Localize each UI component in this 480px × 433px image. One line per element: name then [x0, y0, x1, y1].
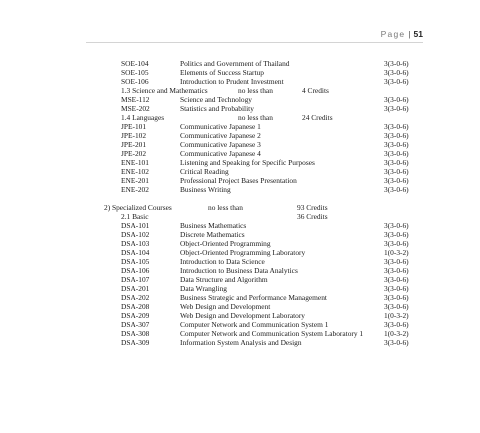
course-code: DSA-103 — [121, 239, 150, 248]
course-credit: 3(3-0-6) — [384, 149, 409, 158]
course-credit: 3(3-0-6) — [384, 284, 409, 293]
course-credit: 3(3-0-6) — [384, 176, 409, 185]
group-label: 1.3 Science and Mathematics — [121, 86, 208, 95]
course-code: DSA-308 — [121, 329, 150, 338]
course-credit: 3(3-0-6) — [384, 59, 409, 68]
course-code: DSA-309 — [121, 338, 150, 347]
course-credit: 1(0-3-2) — [384, 329, 409, 338]
group-label: 2) Specialized Courses — [104, 203, 172, 212]
course-credit: 3(3-0-6) — [384, 221, 409, 230]
course-title: Listening and Speaking for Specific Purposes — [180, 158, 315, 167]
course-credit: 3(3-0-6) — [384, 275, 409, 284]
course-title: Business Mathematics — [180, 221, 247, 230]
course-title: Web Design and Development Laboratory — [180, 311, 306, 320]
course-code: DSA-105 — [121, 257, 150, 266]
course-title: Web Design and Development — [180, 302, 271, 311]
course-credit: 3(3-0-6) — [384, 140, 409, 149]
course-credit: 3(3-0-6) — [384, 167, 409, 176]
course-code: JPE-102 — [121, 131, 147, 140]
course-credit: 1(0-3-2) — [384, 311, 409, 320]
course-title: Communicative Japanese 2 — [180, 131, 261, 140]
course-title: Statistics and Probability — [180, 104, 254, 113]
course-title: Object-Oriented Programming Laboratory — [180, 248, 306, 257]
course-code: DSA-201 — [121, 284, 150, 293]
course-credit: 3(3-0-6) — [384, 158, 409, 167]
course-code: DSA-101 — [121, 221, 150, 230]
course-title: Computer Network and Communication System 1 — [180, 320, 329, 329]
course-credit: 3(3-0-6) — [384, 266, 409, 275]
course-credit: 3(3-0-6) — [384, 122, 409, 131]
course-code: DSA-208 — [121, 302, 150, 311]
course-title: Business Strategic and Performance Management — [180, 293, 327, 302]
course-credit: 3(3-0-6) — [384, 230, 409, 239]
course-code: SOE-104 — [121, 59, 149, 68]
course-code: MSE-202 — [121, 104, 150, 113]
course-code: DSA-104 — [121, 248, 150, 257]
course-credit: 3(3-0-6) — [384, 95, 409, 104]
course-credit: 3(3-0-6) — [384, 320, 409, 329]
course-credit: 3(3-0-6) — [384, 239, 409, 248]
course-code: ENE-101 — [121, 158, 149, 167]
course-title: Introduction to Prudent Investment — [180, 77, 284, 86]
course-credit: 3(3-0-6) — [384, 68, 409, 77]
credit-total: 4 Credits — [302, 86, 329, 95]
course-title: Elements of Success Startup — [180, 68, 264, 77]
no-less-than-text: no less than — [238, 86, 273, 95]
page-number: 51 — [413, 29, 423, 39]
no-less-than-text: no less than — [238, 113, 273, 122]
course-title: Data Wrangling — [180, 284, 227, 293]
course-credit: 3(3-0-6) — [384, 77, 409, 86]
course-code: ENE-202 — [121, 185, 149, 194]
course-title: Critical Reading — [180, 167, 229, 176]
credit-total: 36 Credits — [297, 212, 328, 221]
course-title: Introduction to Business Data Analytics — [180, 266, 298, 275]
course-title: Politics and Government of Thailand — [180, 59, 290, 68]
course-code: SOE-106 — [121, 77, 149, 86]
course-credit: 3(3-0-6) — [384, 302, 409, 311]
group-label: 1.4 Languages — [121, 113, 165, 122]
course-credit: 3(3-0-6) — [384, 257, 409, 266]
course-title: Object-Oriented Programming — [180, 239, 271, 248]
course-code: DSA-209 — [121, 311, 150, 320]
course-code: ENE-201 — [121, 176, 149, 185]
course-code: JPE-201 — [121, 140, 147, 149]
course-credit: 3(3-0-6) — [384, 131, 409, 140]
credit-total: 24 Credits — [302, 113, 333, 122]
page-separator: | — [408, 29, 411, 39]
course-code: DSA-202 — [121, 293, 150, 302]
course-title: Communicative Japanese 1 — [180, 122, 261, 131]
course-title: Business Writing — [180, 185, 231, 194]
course-title: Communicative Japanese 3 — [180, 140, 261, 149]
no-less-than-text: no less than — [208, 203, 243, 212]
course-credit: 3(3-0-6) — [384, 338, 409, 347]
course-title: Communicative Japanese 4 — [180, 149, 261, 158]
course-code: MSE-112 — [121, 95, 150, 104]
course-title: Computer Network and Communication System Laboratory 1 — [180, 329, 364, 338]
course-code: JPE-101 — [121, 122, 147, 131]
group-label: 2.1 Basic — [121, 212, 149, 221]
course-title: Professional Project Bases Presentation — [180, 176, 297, 185]
course-title: Science and Technology — [180, 95, 252, 104]
course-code: ENE-102 — [121, 167, 149, 176]
course-code: DSA-102 — [121, 230, 150, 239]
course-title: Data Structure and Algorithm — [180, 275, 268, 284]
page-word: Page — [380, 29, 406, 39]
course-title: Introduction to Data Science — [180, 257, 265, 266]
course-code: SOE-105 — [121, 68, 149, 77]
course-title: Information System Analysis and Design — [180, 338, 302, 347]
course-title: Discrete Mathematics — [180, 230, 245, 239]
course-credit: 3(3-0-6) — [384, 104, 409, 113]
course-code: DSA-307 — [121, 320, 150, 329]
course-code: JPE-202 — [121, 149, 147, 158]
course-code: DSA-107 — [121, 275, 150, 284]
course-credit: 1(0-3-2) — [384, 248, 409, 257]
header-rule — [86, 42, 423, 43]
credit-total: 93 Credits — [297, 203, 328, 212]
course-credit: 3(3-0-6) — [384, 185, 409, 194]
page-header — [381, 29, 423, 39]
course-code: DSA-106 — [121, 266, 150, 275]
course-credit: 3(3-0-6) — [384, 293, 409, 302]
